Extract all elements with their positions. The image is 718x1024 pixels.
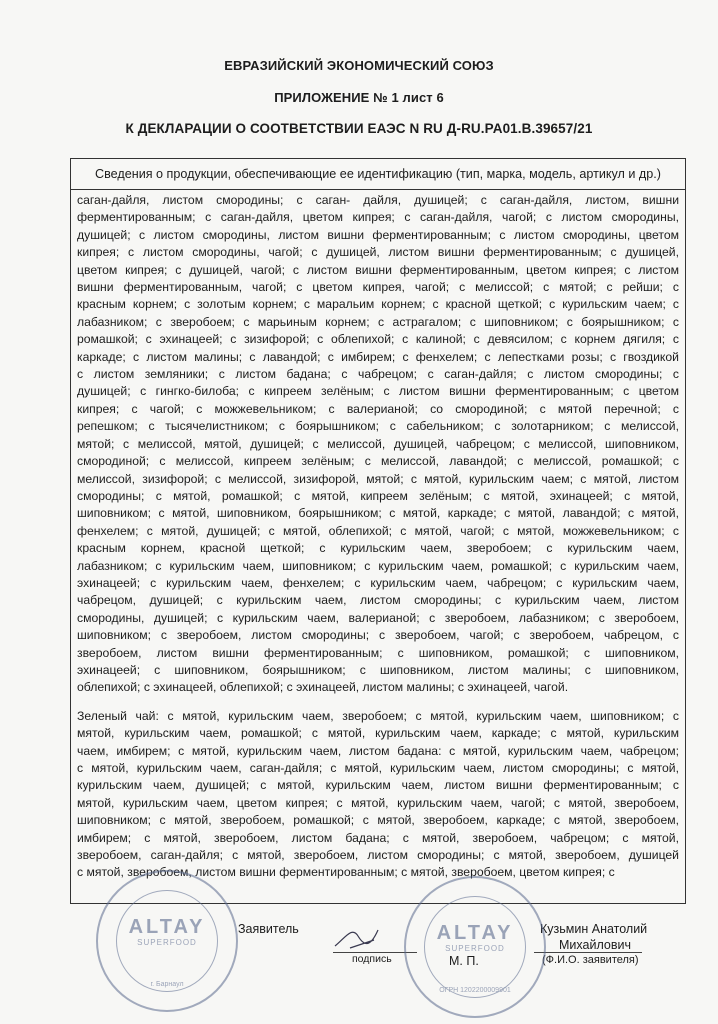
product-info-table [70,158,686,904]
union-title: ЕВРАЗИЙСКИЙ ЭКОНОМИЧЕСКИЙ СОЮЗ [224,58,494,73]
text-line: шиповником; с мятой, шиповником, боярышником; с мятой, каркаде; с мятой, лавандой; с мятой, [77,506,679,521]
text-line: кипрея; с чагой; с можжевельником; с валерианой; со смородиной; с мятой перечной; с [77,401,679,416]
stamp-city: г. Барнаул [150,981,184,988]
annex-title: ПРИЛОЖЕНИЕ № 1 лист 6 [274,90,444,105]
text-line: с мятой, зверобоем, листом вишни ферментированным; с мятой, зверобоем, цветом кипрея; с [77,865,615,880]
text-line: вишни ферментированным, чагой; с цветом кипрея, чагой; с мелиссой; с мятой; с рейши; с [77,280,679,295]
company-stamp-right [404,876,546,1018]
text-line: эхинацеей; с шиповником, боярышником; с шиповником, листом малины; с шиповником, [77,662,679,677]
signature-label: подпись [352,953,392,965]
text-line: мелиссой, зизифорой; с мелиссой, зизифорой, мятой; с мятой, курильским чаем; с мятой, листом [77,471,679,486]
text-line: ромашкой; с эхинацеей; с зизифорой; с облепихой; с калиной; с девясилом; с корнем дягиля; с [77,332,679,347]
text-line: облепихой; с эхинацеей, облепихой; с эхинацеей, листом малины; с эхинацеей, чагой. [77,680,569,695]
stamp-ogrn: ОГРН 1202200009901 [439,987,511,994]
text-line: красным корнем, красной щеткой; с курильским чаем, зверобоем; с курильским чаем, [77,541,679,556]
text-line: каркаде; с листом малины; с лавандой; с имбирем; с фенхелем; с лепестками розы; с гвоздикой [77,349,679,364]
applicant-name-line2: Михайлович [559,938,631,952]
fio-label: (Ф.И.О. заявителя) [542,954,639,966]
text-line: мятой; с мелиссой, мятой, душицей; с мелиссой, душицей, чабрецом; с мелиссой, шиповником, [77,436,679,451]
text-line: смородины; с мятой, ромашкой; с мятой, кипреем зелёным; с мятой, эхинацеей; с мятой, [77,488,679,503]
text-line: смородиной; с мелиссой, кипреем зелёным; с мелиссой, лавандой; с мелиссой, ромашкой; с [77,454,679,469]
table-body [71,190,685,904]
text-line: шиповником; с зверобоем, листом смородины; с зверобоем, чагой; с зверобоем, чабрецом, с [77,628,679,643]
text-line: красным корнем; с золотым корнем; с маральим корнем; с красной щеткой; с курильским чаем; с [77,297,679,312]
table-header: Сведения о продукции, обеспечивающие ее идентификацию (тип, марка, модель, артикул и др.) [71,159,685,190]
stamp-brand: ALTAY [128,916,206,938]
text-line: душицей; с листом смородины, листом вишни ферментированным; с листом смородины, цветом [77,227,679,242]
text-line: мятой, курильским чаем, ромашкой; с мятой, курильским чаем, каркаде; с мятой, курильским [77,726,679,741]
text-line: с листом земляники; с листом бадана; с чабрецом; с саган-дайля; с листом смородины; с [77,367,679,382]
text-line: Зеленый чай: с мятой, курильским чаем, зверобоем; с мятой, курильским чаем, шиповником; с [77,708,679,723]
product-list-paragraph-2 [77,708,679,882]
text-line: имбирем; с мятой, зверобоем, листом бадана; с мятой, зверобоем, чабрецом; с мятой, [77,830,679,845]
text-line: зверобоем, листом вишни ферментированным; с шиповником, ромашкой; с шиповником, [77,645,679,660]
text-line: кипрея; с листом смородины, чагой; с душицей, листом вишни ферментированным; с душицей, [77,245,679,260]
company-stamp-left [96,870,238,1012]
text-line: саган-дайля, листом смородины; с саган- дайля, душицей; с саган-дайля, листом, вишни [77,193,679,207]
text-line: смородины, душицей; с курильским чаем, валерианой; с зверобоем, лабазником; с зверобоем, [77,610,679,625]
text-line: цветом кипрея; с душицей, чагой; с листом вишни ферментированным, цветом кипрея; с листом [77,262,679,277]
text-line: чабрецом, душицей; с курильским чаем, листом смородины; с курильским чаем, листом [77,593,679,608]
stamp-place-label: М. П. [449,954,479,968]
text-line: шиповником; с мятой, зверобоем, ромашкой; с мятой, зверобоем, каркаде; с мятой, зверобоем, [77,813,679,828]
stamp-brand: ALTAY [436,922,514,944]
text-line: чаем, имбирем; с мятой, курильским чаем, листом бадана: с мятой, курильским чаем, чабрецом; [77,743,679,758]
text-line: фенхелем; с мятой, душицей; с мятой, облепихой; с мятой, чагой; с мятой, можжевельником; с [77,523,679,538]
applicant-name-line1: Кузьмин Анатолий [540,922,648,936]
text-line: мятой, курильским чаем, цветом кипрея; с мятой, курильским чаем, чагой; с мятой, зверобоем, [77,795,679,810]
name-line [534,952,642,953]
text-line: с мятой, курильским чаем, саган-дайля; с мятой, курильским чаем, листом смородины; с мятой, [77,761,679,775]
text-line: лабазником; с зверобоем; с марьиным корнем; с астрагалом; с шиповником; с боярышником; с [77,314,679,329]
stamp-brand-sub: SUPERFOOD [137,938,197,947]
applicant-label: Заявитель [238,922,299,936]
product-list-paragraph-1 [77,192,679,697]
text-line: ферментированным; с саган-дайля, цветом кипрея; с саган-дайля, чагой; с листом смородины, [77,210,679,225]
text-line: эхинацеей; с курильским чаем, фенхелем; с курильским чаем, чабрецом; с курильским чаем, [77,575,679,590]
text-line: лабазником; с курильским чаем, шиповником; с курильским чаем, ромашкой; с курильским чаем, [77,558,679,573]
text-line: душицей; с гингко-билоба; с кипреем зелёным; с листом вишни ферментированным; с цветом [77,384,679,399]
declaration-title: К ДЕКЛАРАЦИИ О СООТВЕТСТВИИ ЕАЭС N RU Д-RU.PA01.B.39657/21 [125,121,593,136]
text-line: зверобоем, саган-дайля; с мятой, зверобоем, листом смородины; с мятой, зверобоем, душицей [77,848,679,863]
text-line: репешком; с тысячелистником; с боярышником; с сабельником; с золотарником; с мелиссой, [77,419,679,434]
stamp-brand-sub: SUPERFOOD [445,944,505,953]
text-line: курильским чаем, душицей; с мятой, курильским чаем, листом вишни ферментированным; с [77,778,679,793]
